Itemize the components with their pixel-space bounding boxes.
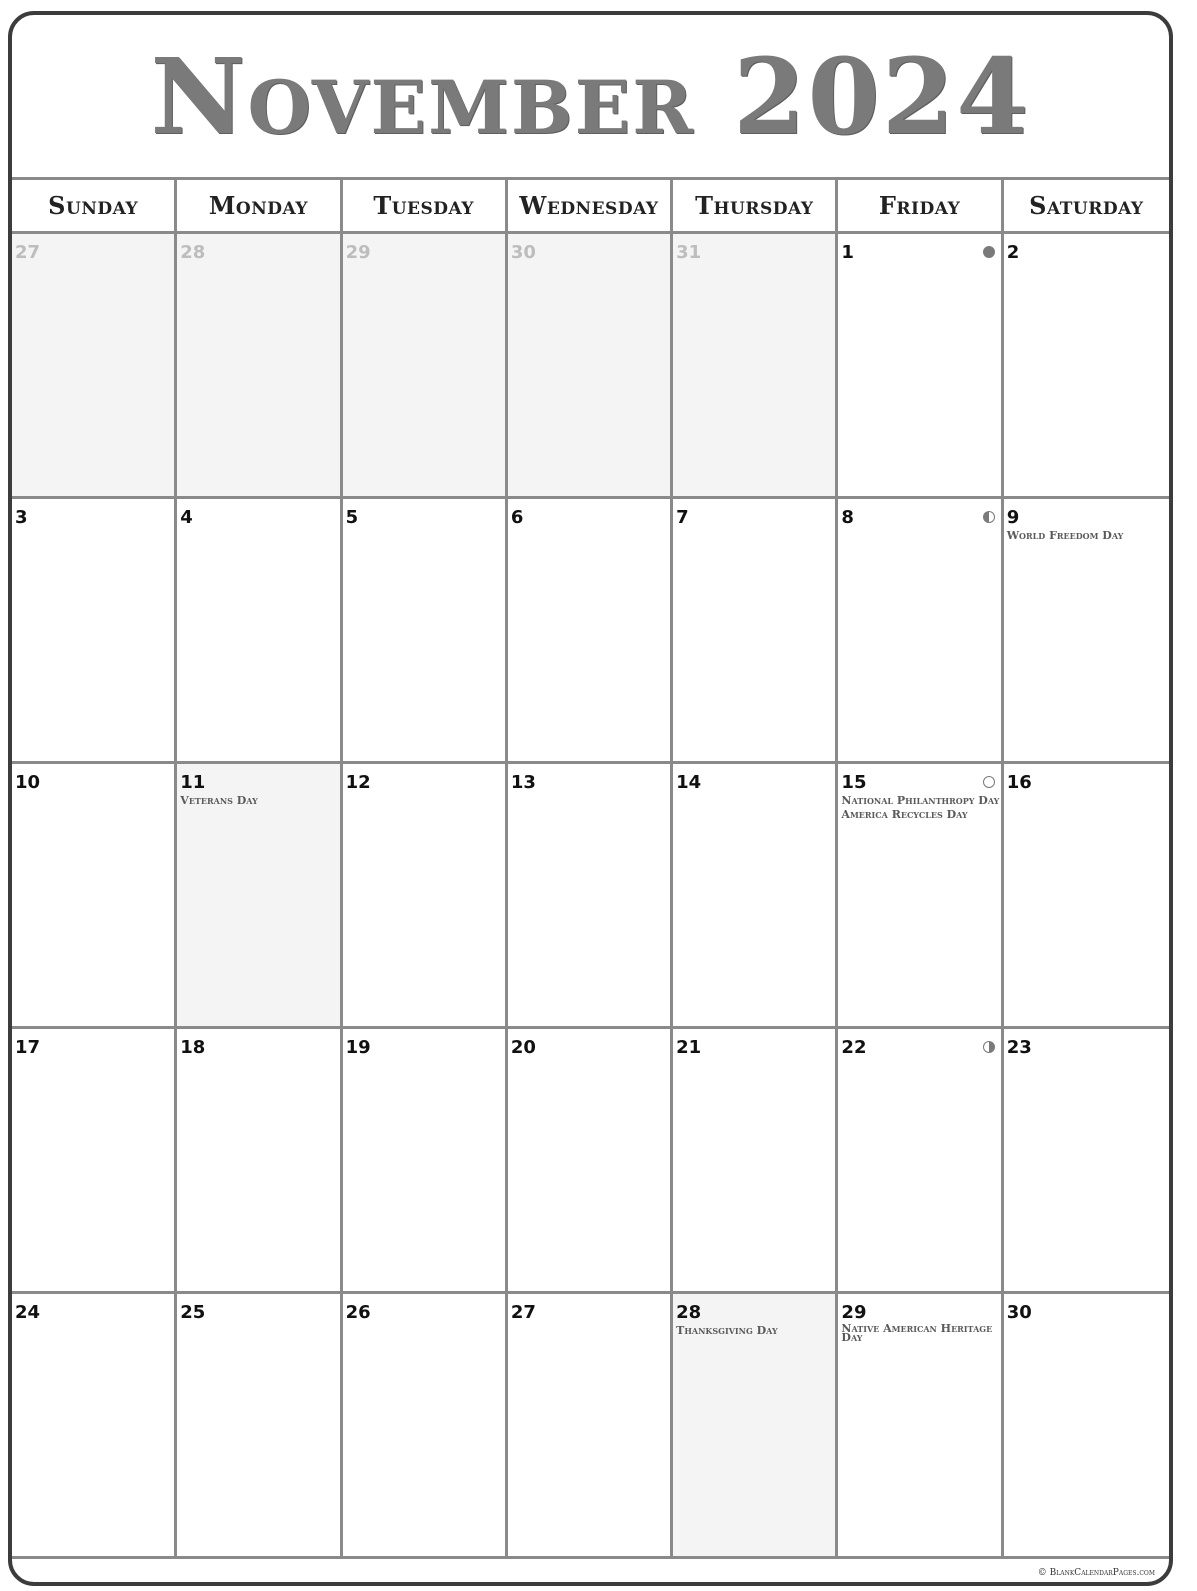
- day-cell[interactable]: [1004, 1294, 1169, 1559]
- event-list: [676, 1324, 833, 1338]
- day-cell[interactable]: [838, 764, 1003, 1029]
- day-cell[interactable]: [673, 499, 838, 764]
- day-number: 17: [15, 1037, 41, 1058]
- day-cell[interactable]: [673, 1294, 838, 1559]
- day-number: 23: [1006, 1037, 1032, 1058]
- day-cell[interactable]: [508, 1294, 673, 1559]
- day-number: 30: [1006, 1302, 1032, 1323]
- weekday-header-tuesday: Tuesday: [343, 180, 508, 234]
- day-cell[interactable]: [177, 764, 342, 1029]
- day-number: 5: [345, 507, 359, 528]
- event-list: [841, 1324, 998, 1342]
- day-cell[interactable]: [12, 764, 177, 1029]
- event-list: [180, 794, 337, 808]
- day-cell[interactable]: [12, 1294, 177, 1559]
- day-cell-prev-month[interactable]: [508, 234, 673, 499]
- day-number: 16: [1006, 772, 1032, 793]
- day-number: 12: [345, 772, 371, 793]
- calendar-title: November 2024: [150, 34, 1031, 158]
- day-cell[interactable]: [177, 499, 342, 764]
- day-number: 27: [510, 1302, 536, 1323]
- event-label: America Recycles Day: [841, 808, 968, 821]
- day-cell[interactable]: [343, 499, 508, 764]
- day-cell-prev-month[interactable]: [12, 234, 177, 499]
- day-number: 29: [841, 1302, 867, 1323]
- day-number: 14: [676, 772, 702, 793]
- new-moon-icon: [983, 246, 995, 258]
- event-list: [841, 794, 998, 822]
- day-cell[interactable]: [838, 1029, 1003, 1294]
- day-cell[interactable]: [838, 1294, 1003, 1559]
- day-number: 2: [1006, 242, 1020, 263]
- first-quarter-moon-icon: [983, 511, 995, 523]
- day-number: 26: [345, 1302, 371, 1323]
- day-number: 3: [15, 507, 28, 528]
- day-number: 24: [15, 1302, 41, 1323]
- day-number: 28: [676, 1302, 702, 1323]
- weekday-header-saturday: Saturday: [1004, 180, 1169, 234]
- calendar-frame: [8, 11, 1173, 1586]
- day-number: 29: [345, 242, 371, 263]
- weekday-header-monday: Monday: [177, 180, 342, 234]
- credit-text: © BlankCalendarPages.com: [1037, 1568, 1155, 1578]
- event-label: Thanksgiving Day: [676, 1324, 778, 1337]
- last-quarter-moon-icon: [983, 1041, 995, 1053]
- day-cell-prev-month[interactable]: [673, 234, 838, 499]
- weekday-header-sunday: Sunday: [12, 180, 177, 234]
- day-cell[interactable]: [838, 499, 1003, 764]
- day-cell[interactable]: [343, 1294, 508, 1559]
- day-cell[interactable]: [508, 764, 673, 1029]
- weekday-header-wednesday: Wednesday: [508, 180, 673, 234]
- day-number: 6: [510, 507, 524, 528]
- day-cell[interactable]: [508, 1029, 673, 1294]
- day-cell[interactable]: [1004, 499, 1169, 764]
- day-number: 22: [841, 1037, 867, 1058]
- day-number: 25: [180, 1302, 206, 1323]
- day-cell[interactable]: [1004, 764, 1169, 1029]
- day-cell-prev-month[interactable]: [177, 234, 342, 499]
- day-number: 19: [345, 1037, 371, 1058]
- event-label: World Freedom Day: [1006, 529, 1124, 542]
- day-cell-prev-month[interactable]: [343, 234, 508, 499]
- day-number: 30: [510, 242, 536, 263]
- event-label: Veterans Day: [180, 794, 258, 807]
- day-number: 7: [676, 507, 689, 528]
- weekday-header-thursday: Thursday: [673, 180, 838, 234]
- day-number: 28: [180, 242, 206, 263]
- day-number: 8: [841, 507, 854, 528]
- full-moon-icon: [983, 776, 995, 788]
- day-cell[interactable]: [177, 1294, 342, 1559]
- day-number: 15: [841, 772, 867, 793]
- day-cell[interactable]: [343, 1029, 508, 1294]
- day-cell[interactable]: [177, 1029, 342, 1294]
- day-cell[interactable]: [508, 499, 673, 764]
- day-number: 4: [180, 507, 193, 528]
- day-cell[interactable]: [673, 1029, 838, 1294]
- event-label: National Philanthropy Day: [841, 794, 1000, 807]
- day-cell[interactable]: [343, 764, 508, 1029]
- day-number: 10: [15, 772, 41, 793]
- day-number: 18: [180, 1037, 206, 1058]
- day-cell[interactable]: [673, 764, 838, 1029]
- day-number: 1: [841, 242, 854, 263]
- event-list: [1007, 529, 1167, 543]
- day-cell[interactable]: [12, 499, 177, 764]
- day-number: 9: [1006, 507, 1020, 528]
- day-cell[interactable]: [1004, 234, 1169, 499]
- day-number: 31: [676, 242, 702, 263]
- day-number: 11: [180, 772, 206, 793]
- day-cell[interactable]: [12, 1029, 177, 1294]
- event-label: Native American Heritage Day: [841, 1322, 993, 1344]
- day-number: 13: [510, 772, 536, 793]
- day-cell[interactable]: [838, 234, 1003, 499]
- day-number: 21: [676, 1037, 702, 1058]
- weekday-header-friday: Friday: [838, 180, 1003, 234]
- day-cell[interactable]: [1004, 1029, 1169, 1294]
- calendar-grid: [12, 177, 1169, 1559]
- day-number: 27: [15, 242, 41, 263]
- day-number: 20: [510, 1037, 536, 1058]
